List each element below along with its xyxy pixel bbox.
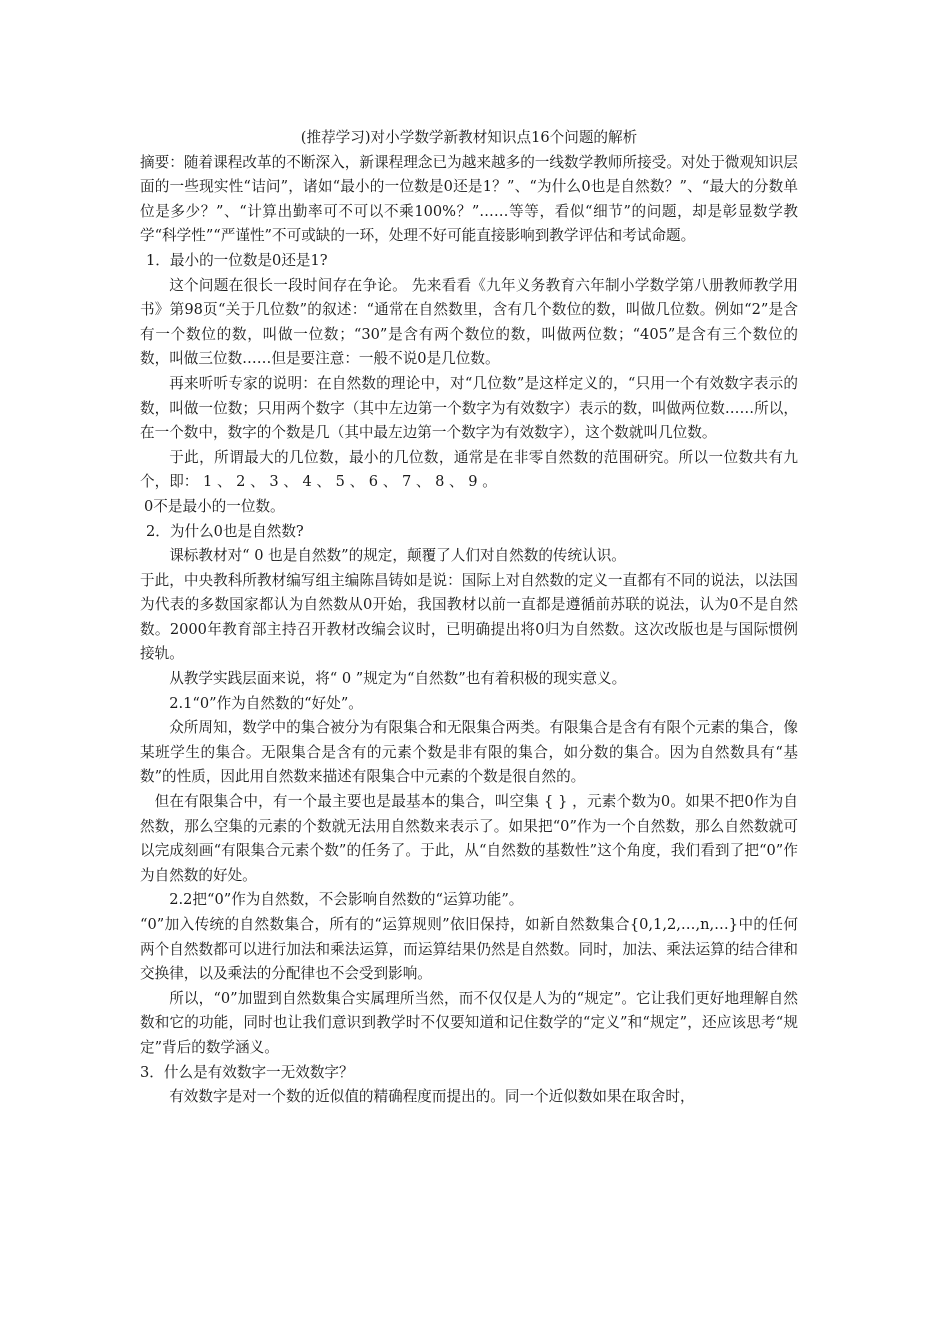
section-2-paragraph-2: 于此，中央教科所教材编写组主编陈昌铸如是说：国际上对自然数的定义一直都有不同的说法，以法国为代表的多数国家都认为自然数从0开始，我国教材以前一直都是遵循前苏联的说法，认为0不是自然数。2000年教育部主持召开教材改编会议时，已明确提出将0归为自然数。这次改版也是与国际惯例接轨。 [140,571,798,663]
section-1-paragraph-1: 这个问题在很长一段时间存在争论。 先来看看《九年义务教育六年制小学数学第八册教师教学用书》第98页“关于几位数”的叙述：“通常在自然数里，含有几个数位的数，叫做几位数。例如“2”是含有一个数位的数，叫做一位数；“30”是含有两个数位的数，叫做两位数；“405”是含有三个数位的数，叫做三位数……但是要注意：一般不说0是几位数。 [140,276,798,368]
section-1-paragraph-4: 0不是最小的一位数。 [144,497,285,515]
document-title: (推荐学习)对小学数学新教材知识点16个问题的解析 [300,129,638,146]
section-2-2-heading: 2.2把“0”作为自然数，不会影响自然数的“运算功能”。 [169,891,524,909]
section-2-2-paragraph-2: 所以，“0”加盟到自然数集合实属理所当然，而不仅仅是人为的“规定”。它让我们更好地理解自然数和它的功能，同时也让我们意识到教学时不仅要知道和记住数学的“定义”和“规定”，还应该思考“规定”背后的数学涵义。 [140,989,798,1056]
section-2-heading: 2．为什么0也是自然数? [146,522,304,540]
section-2-paragraph-1: 课标教材对“ 0 也是自然数”的规定，颠覆了人们对自然数的传统认识。 [169,547,626,565]
section-3-heading: 3．什么是有效数字一无效数字？ [140,1063,354,1081]
section-1-paragraph-3: 于此，所谓最大的几位数，最小的几位数，通常是在非零自然数的范围研究。所以一位数共有九个，即： 1 、 2 、 3 、 4 、 5 、 6 、 7 、 8 、 9 。 [140,448,798,491]
section-2-1-paragraph-2: 但在有限集合中，有一个最主要也是最基本的集合，叫空集 { } ，元素个数为0。如果不把0作为自然数，那么空集的元素的个数就无法用自然数来表示了。如果把“0”作为一个自然数，那么自然数就可以完成刻画“有限集合元素个数”的任务了。于此，从“自然数的基数性”这个角度，我们看到了把“0”作为自然数的好处。 [140,793,798,884]
section-1-paragraph-2: 再来听听专家的说明：在自然数的理论中，对“几位数”是这样定义的，“只用一个有效数字表示的数，叫做一位数；只用两个数字（其中左边第一个数字为有效数字）表示的数，叫做两位数……所以，在一个数中，数字的个数是几（其中最左边第一个数字为有效数字），这个数就叫几位数。 [140,374,798,442]
section-1-heading: 1．最小的一位数是0还是1? [146,251,328,269]
section-3-paragraph-1: 有效数字是对一个数的近似值的精确程度而提出的。同一个近似数如果在取舍时， [169,1088,695,1106]
section-2-1-heading: 2.1“0”作为自然数的“好处”。 [169,694,363,712]
abstract-paragraph: 摘要：随着课程改革的不断深入，新课程理念已为越来越多的一线数学教师所接受。对处于微观知识层面的一些现实性“诘问”，诸如“最小的一位数是0还是1？”、“为什么0也是自然数？”、“最大的分数单位是多少？”、“计算出勤率可不可以不乘100%？”……等等，看似“细节”的问题，却是彰显数学教学“科学性”“严谨性”不可或缺的一环，处理不好可能直接影响到教学评估和考试命题。 [140,153,798,245]
section-2-2-paragraph-1: “0”加入传统的自然数集合，所有的“运算规则”依旧保持，如新自然数集合{0,1,2,…,n,…}中的任何两个自然数都可以进行加法和乘法运算，而运算结果仍然是自然数。同时，加法、乘法运算的结合律和交换律，以及乘法的分配律也不会受到影响。 [140,916,798,983]
document-page [140,126,798,1110]
section-2-1-paragraph-1: 众所周知，数学中的集合被分为有限集合和无限集合两类。有限集合是含有有限个元素的集合，像某班学生的集合。无限集合是含有的元素个数是非有限的集合，如分数的集合。因为自然数具有“基数”的性质，因此用自然数来描述有限集合中元素的个数是很自然的。 [140,719,798,786]
section-2-paragraph-3: 从教学实践层面来说，将“ 0 ”规定为“自然数”也有着积极的现实意义。 [169,670,627,688]
